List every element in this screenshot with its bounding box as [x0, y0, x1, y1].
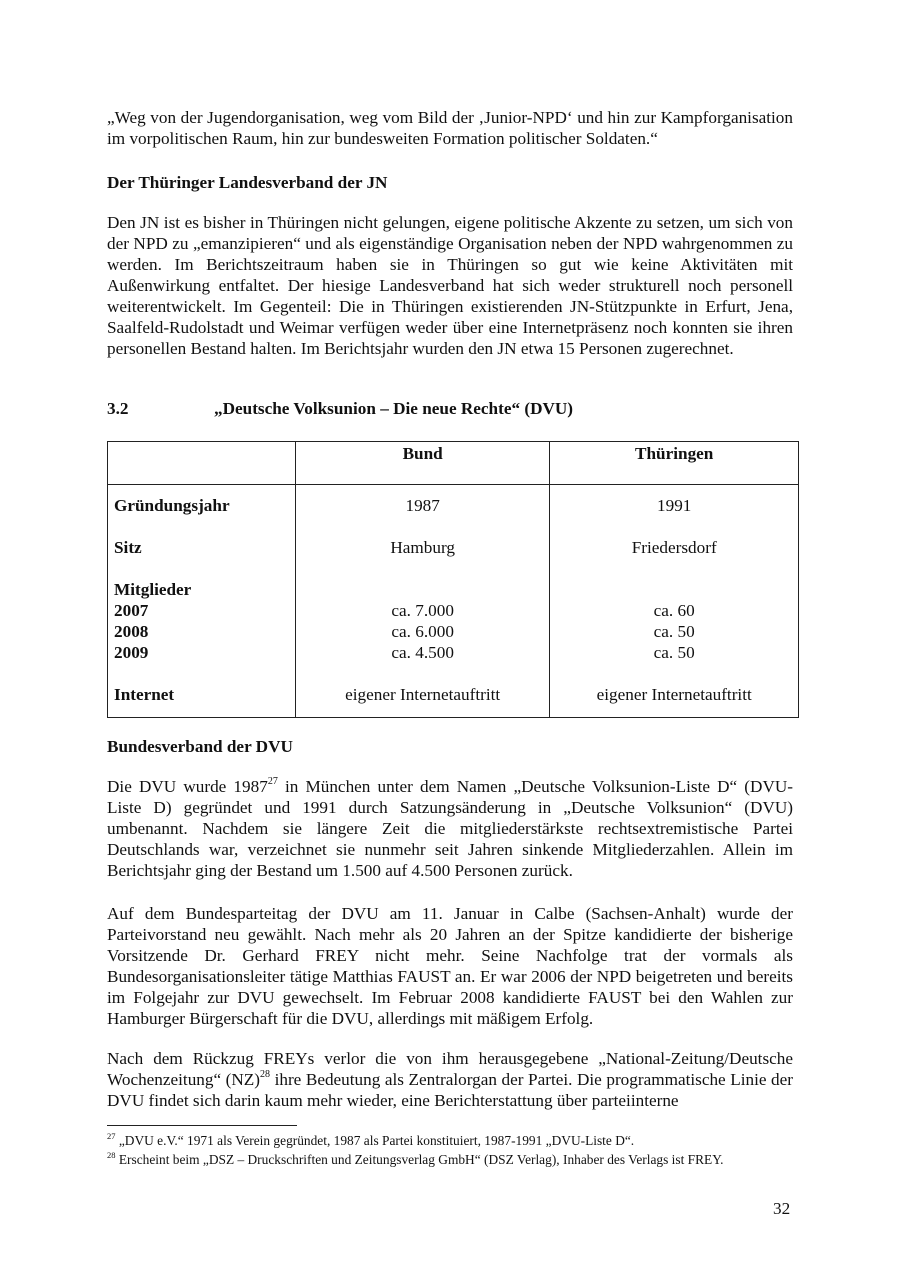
- label-internet: Internet: [114, 685, 175, 704]
- table-header-row: [108, 442, 799, 485]
- dvu-heading: Bundesverband der DVU: [107, 737, 293, 756]
- label-year-2009: 2009: [114, 643, 149, 662]
- table-bund-column: [295, 485, 549, 718]
- section-title: „Deutsche Volksunion – Die neue Rechte“ (DVU): [214, 399, 574, 418]
- bund-members-2009: ca. 4.500: [391, 643, 454, 662]
- p3-text-before: Nach dem Rückzug FREYs verlor die von ihm herausgegebene „National-Zeitung/Deutsche Wochenzeitung“ (NZ): [107, 1049, 793, 1089]
- thueringen-founding-year: 1991: [657, 496, 692, 515]
- label-founding-year: Gründungsjahr: [114, 496, 230, 515]
- label-members: Mitglieder: [114, 580, 192, 599]
- table-body-row: [108, 485, 799, 718]
- bund-internet: eigener Internetauftritt: [345, 685, 501, 704]
- p1-text-before: Die DVU wurde 1987: [107, 777, 268, 796]
- dvu-facts-table: [107, 441, 799, 718]
- thueringen-internet: eigener Internetauftritt: [596, 685, 752, 704]
- footnote-ref-27: 27: [267, 776, 278, 788]
- label-year-2008: 2008: [114, 622, 149, 641]
- table-label-column: [108, 485, 296, 718]
- footnote-27-text: „DVU e.V.“ 1971 als Verein gegründet, 1987 als Partei konstituiert, 1987-1991 „DVU-Liste D“.: [115, 1133, 635, 1148]
- dvu-paragraph-1: [107, 776, 793, 881]
- table-thueringen-column: [550, 485, 799, 718]
- footnote-28-text: Erscheint beim „DSZ – Druckschriften und Zeitungsverlag GmbH“ (DSZ Verlag), Inhaber des Verlags ist FREY.: [115, 1152, 724, 1167]
- footnote-separator: [107, 1125, 297, 1126]
- page-number: 32: [773, 1199, 791, 1218]
- jn-heading: Der Thüringer Landesverband der JN: [107, 173, 388, 192]
- footnote-28-number: 28: [107, 1149, 116, 1160]
- bund-members-2007: ca. 7.000: [391, 601, 454, 620]
- p3-text-after: ihre Bedeutung als Zentralorgan der Partei. Die programmatische Linie der DVU findet sich darin kaum mehr wieder, eine Berichterstattung über parteiinterne: [107, 1070, 794, 1110]
- table-header-thueringen: Thüringen: [550, 442, 799, 485]
- footnote-ref-28: 28: [260, 1069, 271, 1081]
- jn-paragraph: Den JN ist es bisher in Thüringen nicht gelungen, eigene politische Akzente zu setzen, um sich von der NPD zu „emanzipieren“ und als eigenständige Organisation neben der NPD wahrgenommen zu werden. Im Berichtszeitraum haben sie in Thüringen so gut wie keine Aktivitäten mit Außenwirkung entfaltet. Der hiesige Landesverband hat sich weder strukturell noch personell weiterentwickelt. Im Gegenteil: Die in Thüringen existierenden JN-Stützpunkte in Erfurt, Jena, Saalfeld-Rudolstadt und Weimar verfügen weder über eine Internetpräsenz noch konnten sie ihren personellen Bestand halten. Im Berichtsjahr wurden den JN etwa 15 Personen zugerechnet.: [107, 213, 793, 358]
- bund-seat: Hamburg: [390, 538, 455, 557]
- thueringen-members-2007: ca. 60: [653, 601, 695, 620]
- table-header-bund: Bund: [295, 442, 549, 485]
- p1-text-after: in München unter dem Namen „Deutsche Volksunion-Liste D“ (DVU-Liste D) gegründet und 1991 durch Satzungsänderung in „Deutsche Volksunion“ (DVU) umbenannt. Nachdem sie längere Zeit die mitgliederstärkste rechtsextremistische Partei Deutschlands war, verzeichnet sie nunmehr seit Jahren sinkende Mitgliederzahlen. Allein im Berichtsjahr ging der Bestand um 1.500 auf 4.500 Personen zurück.: [107, 777, 793, 880]
- dvu-paragraph-2: Auf dem Bundesparteitag der DVU am 11. Januar in Calbe (Sachsen-Anhalt) wurde der Parteivorstand neu gewählt. Nach mehr als 20 Jahren an der Spitze kandidierte der bisherige Vorsitzende Dr. Gerhard FREY nicht mehr. Seine Nachfolge trat der vormals als Bundesorganisationsleiter tätige Matthias FAUST an. Er war 2006 der NPD beigetreten und bereits im Folgejahr zur DVU gewechselt. Im Februar 2008 kandidierte FAUST bei den Wahlen zur Hamburger Bürgerschaft für die DVU, allerdings mit mäßigem Erfolg.: [107, 904, 793, 1028]
- thueringen-members-2008: ca. 50: [653, 622, 695, 641]
- footnote-28: [107, 1149, 793, 1168]
- thueringen-seat: Friedersdorf: [631, 538, 717, 557]
- table-header-empty: [108, 442, 296, 485]
- dvu-paragraph-3: [107, 1048, 793, 1111]
- bund-members-2008: ca. 6.000: [391, 622, 454, 641]
- intro-quote: „Weg von der Jugendorganisation, weg vom Bild der ‚Junior-NPD‘ und hin zur Kampforganisation im vorpolitischen Raum, hin zur bundesweiten Formation politischer Soldaten.“: [107, 108, 793, 148]
- thueringen-members-2009: ca. 50: [653, 643, 695, 662]
- section-number: 3.2: [107, 399, 129, 418]
- bund-founding-year: 1987: [405, 496, 440, 515]
- label-year-2007: 2007: [114, 601, 149, 620]
- label-seat: Sitz: [114, 538, 142, 557]
- footnote-27-number: 27: [107, 1130, 116, 1141]
- footnote-27: [107, 1130, 793, 1149]
